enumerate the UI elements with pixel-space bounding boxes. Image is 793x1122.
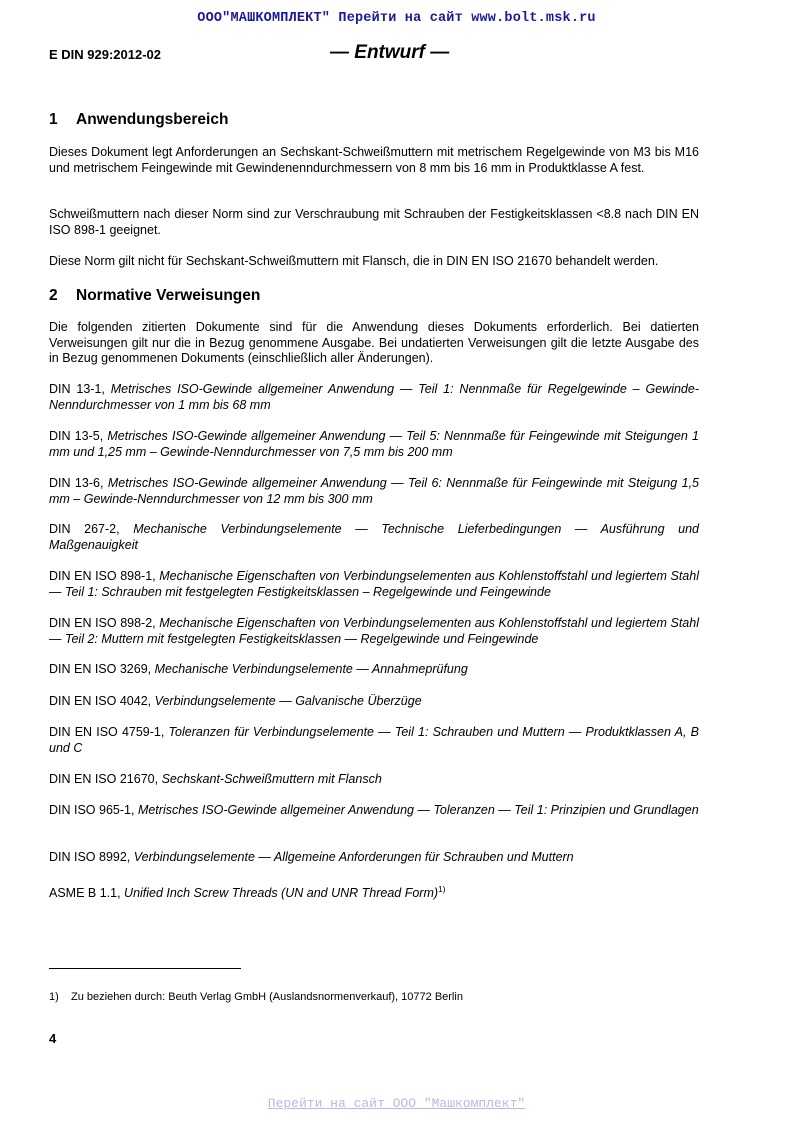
footnote-text: Zu beziehen durch: Beuth Verlag GmbH (Auslandsnormenverkauf), 10772 Berlin — [71, 991, 463, 1003]
reference-item — [49, 772, 699, 788]
reference-item — [49, 476, 699, 507]
reference-title: Mechanische Eigenschaften von Verbindungselementen aus Kohlenstoffstahl und legiertem Stahl — Teil 1: Schrauben mit festgelegten Festigkeitsklassen – Regelgewinde und Feingewinde — [49, 569, 699, 599]
footnote — [49, 991, 463, 1003]
banner-link[interactable]: ООО"МАШКОМПЛЕКТ" Перейти на сайт www.bolt.msk.ru — [197, 11, 596, 26]
section-number: 1 — [49, 111, 58, 128]
paragraph: Schweißmuttern nach dieser Norm sind zur Verschraubung mit Schrauben der Festigkeitsklassen <8.8 nach DIN EN ISO 898-1 geeignet. — [49, 207, 699, 237]
reference-item — [49, 382, 699, 413]
reference-code: DIN EN ISO 4042, — [49, 694, 152, 708]
footnote-number: 1) — [49, 991, 59, 1003]
draft-label: — Entwurf — — [330, 42, 450, 63]
reference-title: Verbindungselemente — Allgemeine Anforderungen für Schrauben und Muttern — [133, 850, 574, 864]
reference-item — [49, 429, 699, 460]
reference-item — [49, 694, 699, 710]
reference-code: DIN EN ISO 21670, — [49, 772, 159, 786]
footer-link[interactable]: Перейти на сайт ООО "Машкомплект" — [267, 1096, 526, 1111]
reference-title: Sechskant-Schweißmuttern mit Flansch — [161, 772, 382, 786]
reference-title: Mechanische Verbindungselemente — Technische Lieferbedingungen — Ausführung und Maßgenauigkeit — [49, 522, 699, 552]
footnote-marker: 1) — [438, 884, 446, 894]
section-1-heading — [49, 111, 228, 129]
section-2-heading — [49, 287, 260, 305]
reference-item — [49, 616, 699, 647]
reference-item — [49, 662, 699, 678]
reference-item — [49, 569, 699, 600]
reference-code: ASME B 1.1, — [49, 886, 121, 901]
reference-code: DIN EN ISO 4759-1, — [49, 725, 165, 739]
footnote-divider — [49, 968, 241, 969]
reference-code: DIN ISO 965-1, — [49, 803, 135, 817]
reference-title: Mechanische Eigenschaften von Verbindungselementen aus Kohlenstoffstahl und legiertem Stahl — Teil 2: Muttern mit festgelegten Festigkeitsklassen — Regelgewinde und Feingewinde — [49, 616, 699, 646]
section-title: Normative Verweisungen — [76, 287, 261, 304]
document-id: E DIN 929:2012-02 — [49, 47, 162, 62]
reference-code: DIN 13-1, — [49, 382, 105, 396]
paragraph: Dieses Dokument legt Anforderungen an Sechskant-Schweißmuttern mit metrischem Regelgewinde von M3 bis M16 und metrischem Feingewinde mit Gewindenenndurchmessern von 8 mm bis 16 mm in Produktklasse A fest. — [49, 145, 699, 175]
reference-code: DIN 13-5, — [49, 429, 104, 443]
reference-item — [49, 725, 699, 756]
reference-code: DIN EN ISO 898-2, — [49, 616, 156, 630]
reference-title: Toleranzen für Verbindungselemente — Teil 1: Schrauben und Muttern — Produktklassen A, B und C — [49, 725, 699, 755]
paragraph: Diese Norm gilt nicht für Sechskant-Schweißmuttern mit Flansch, die in DIN EN ISO 21670 behandelt werden. — [49, 254, 659, 268]
reference-code: DIN 13-6, — [49, 476, 104, 490]
reference-title: Mechanische Verbindungselemente — Annahmeprüfung — [154, 662, 468, 676]
reference-code: DIN EN ISO 898-1, — [49, 569, 156, 583]
reference-code: DIN ISO 8992, — [49, 850, 131, 864]
page-number: 4 — [49, 1031, 57, 1046]
reference-title: Unified Inch Screw Threads (UN and UNR Thread Form) — [124, 886, 439, 901]
reference-title: Metrisches ISO-Gewinde allgemeiner Anwendung — Teil 5: Nennmaße für Feingewinde mit Steigungen 1 mm und 1,25 mm – Gewinde-Nenndurchmesser von 7,5 mm bis 200 mm — [49, 429, 700, 459]
section-title: Anwendungsbereich — [76, 111, 229, 128]
reference-code: DIN EN ISO 3269, — [49, 662, 152, 676]
reference-title: Metrisches ISO-Gewinde allgemeiner Anwendung — Teil 1: Nennmaße für Regelgewinde – Gewinde-Nenndurchmesser von 1 mm bis 68 mm — [49, 382, 699, 412]
reference-item — [49, 522, 699, 553]
reference-title: Metrisches ISO-Gewinde allgemeiner Anwendung — Toleranzen — Teil 1: Prinzipien und Grundlagen — [137, 803, 699, 817]
reference-title: Metrisches ISO-Gewinde allgemeiner Anwendung — Teil 6: Nennmaße für Feingewinde mit Steigung 1,5 mm – Gewinde-Nenndurchmesser von 12 mm bis 300 mm — [49, 476, 699, 506]
section-number: 2 — [49, 287, 58, 304]
reference-title: Verbindungselemente — Galvanische Überzüge — [154, 694, 422, 708]
reference-item — [49, 803, 699, 819]
intro-paragraph: Die folgenden zitierten Dokumente sind für die Anwendung dieses Dokuments erforderlich. Bei datierten Verweisungen gilt nur die in Bezug genommene Ausgabe. Bei undatierten Verweisungen gilt die letzte Ausgabe des in Bezug genommenen Dokuments (einschließlich aller Änderungen). — [49, 320, 699, 365]
reference-item — [49, 882, 699, 902]
reference-code: DIN 267-2, — [49, 522, 120, 536]
reference-item — [49, 850, 699, 866]
